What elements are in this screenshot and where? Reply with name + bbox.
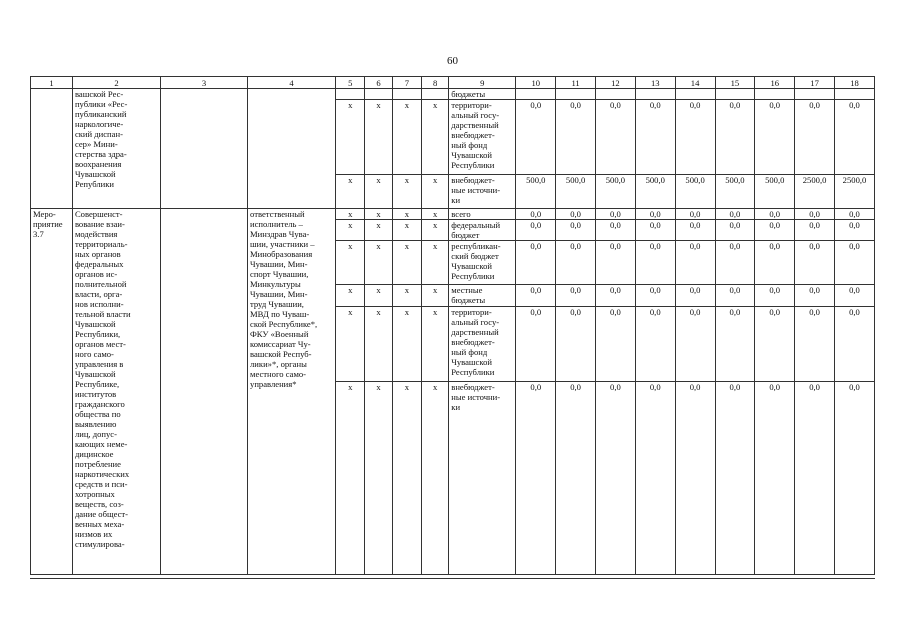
amount-year-col-10 (516, 89, 556, 100)
cell-col-7: x (392, 241, 421, 285)
amount-year-col-17: 0,0 (795, 382, 835, 575)
table-body (31, 77, 875, 575)
cell-col-5: x (336, 307, 365, 382)
program-table (30, 76, 875, 575)
amount-year-col-17: 0,0 (795, 220, 835, 241)
amount-year-col-16: 0,0 (755, 382, 795, 575)
amount-year-col-18: 0,0 (834, 307, 874, 382)
amount-year-col-15: 0,0 (715, 100, 755, 175)
executors-cell (248, 89, 336, 209)
amount-year-col-17 (795, 89, 835, 100)
cell-col-7: x (392, 220, 421, 241)
cell-col-5: x (336, 209, 365, 220)
amount-year-col-12: 0,0 (596, 285, 636, 307)
amount-year-col-12: 0,0 (596, 382, 636, 575)
column-number-16: 16 (755, 77, 795, 89)
cell-col-6 (365, 89, 392, 100)
amount-year-col-14: 0,0 (675, 307, 715, 382)
activity-number-cell: Меро- приятие 3.7 (31, 209, 73, 575)
amount-year-col-13: 0,0 (635, 307, 675, 382)
amount-year-col-16: 500,0 (755, 175, 795, 209)
amount-year-col-15: 0,0 (715, 382, 755, 575)
amount-year-col-18: 0,0 (834, 285, 874, 307)
cell-col-5: x (336, 241, 365, 285)
activity-name-cell: Совершенст- вование взаи- модействия территориаль- ных органов федеральных органов ис- полнительной власти, орга- нов исполни- тельной власти Чувашской Республики, органов мест- ного само- управления в Чувашской Республике, институтов гражданского общества по выявлению лиц, допус- кающих неме- дицинское потребление наркотических средств и пси- хотропных веществ, соз- дание общест- венных меха- низмов их стимулирова- (72, 209, 160, 575)
funding-source: территори- альный госу- дарственный внебюджет- ный фонд Чувашской Республики (449, 307, 516, 382)
amount-year-col-14: 0,0 (675, 382, 715, 575)
col3-cell (161, 209, 248, 575)
column-number-9: 9 (449, 77, 516, 89)
amount-year-col-11: 0,0 (556, 241, 596, 285)
funding-source: федеральный бюджет (449, 220, 516, 241)
table-bottom-rule (30, 578, 875, 579)
amount-year-col-16: 0,0 (755, 285, 795, 307)
amount-year-col-15: 0,0 (715, 209, 755, 220)
funding-source: всего (449, 209, 516, 220)
amount-year-col-15: 500,0 (715, 175, 755, 209)
amount-year-col-13: 0,0 (635, 382, 675, 575)
cell-col-5: x (336, 100, 365, 175)
amount-year-col-16: 0,0 (755, 307, 795, 382)
amount-year-col-10: 0,0 (516, 209, 556, 220)
amount-year-col-16 (755, 89, 795, 100)
amount-year-col-12: 0,0 (596, 220, 636, 241)
column-number-15: 15 (715, 77, 755, 89)
amount-year-col-17: 0,0 (795, 241, 835, 285)
column-number-13: 13 (635, 77, 675, 89)
cell-col-6: x (365, 241, 392, 285)
column-number-5: 5 (336, 77, 365, 89)
cell-col-7: x (392, 209, 421, 220)
amount-year-col-18: 0,0 (834, 241, 874, 285)
amount-year-col-14: 0,0 (675, 285, 715, 307)
amount-year-col-13: 0,0 (635, 241, 675, 285)
amount-year-col-16: 0,0 (755, 241, 795, 285)
column-number-row (31, 77, 875, 89)
amount-year-col-13: 500,0 (635, 175, 675, 209)
amount-year-col-16: 0,0 (755, 209, 795, 220)
amount-year-col-18: 0,0 (834, 382, 874, 575)
page-number: 60 (447, 55, 458, 67)
amount-year-col-18: 2500,0 (834, 175, 874, 209)
column-number-4: 4 (248, 77, 336, 89)
funding-source: местные бюджеты (449, 285, 516, 307)
amount-year-col-14: 0,0 (675, 241, 715, 285)
amount-year-col-17: 0,0 (795, 100, 835, 175)
amount-year-col-15: 0,0 (715, 285, 755, 307)
activity-name-cell: вашской Рес- публики «Рес- публиканский наркологиче- ский диспан- сер» Мини- стерства здра- воохранения Чувашской Републики (72, 89, 160, 209)
table-row (31, 89, 875, 100)
amount-year-col-11: 0,0 (556, 220, 596, 241)
cell-col-7: x (392, 175, 421, 209)
amount-year-col-13: 0,0 (635, 209, 675, 220)
cell-col-5: x (336, 382, 365, 575)
amount-year-col-12: 0,0 (596, 100, 636, 175)
cell-col-5: x (336, 220, 365, 241)
cell-col-8: x (422, 220, 449, 241)
amount-year-col-10: 0,0 (516, 241, 556, 285)
column-number-10: 10 (516, 77, 556, 89)
amount-year-col-15: 0,0 (715, 220, 755, 241)
amount-year-col-13: 0,0 (635, 100, 675, 175)
cell-col-6: x (365, 100, 392, 175)
cell-col-6: x (365, 382, 392, 575)
cell-col-6: x (365, 220, 392, 241)
amount-year-col-17: 0,0 (795, 209, 835, 220)
amount-year-col-11 (556, 89, 596, 100)
cell-col-6: x (365, 209, 392, 220)
amount-year-col-18: 0,0 (834, 209, 874, 220)
cell-col-6: x (365, 285, 392, 307)
amount-year-col-18 (834, 89, 874, 100)
amount-year-col-11: 0,0 (556, 100, 596, 175)
amount-year-col-10: 0,0 (516, 285, 556, 307)
amount-year-col-10: 0,0 (516, 100, 556, 175)
column-number-2: 2 (72, 77, 160, 89)
amount-year-col-18: 0,0 (834, 100, 874, 175)
column-number-17: 17 (795, 77, 835, 89)
funding-source: внебюджет- ные источни- ки (449, 382, 516, 575)
amount-year-col-16: 0,0 (755, 100, 795, 175)
cell-col-7: x (392, 100, 421, 175)
amount-year-col-12: 0,0 (596, 209, 636, 220)
column-number-6: 6 (365, 77, 392, 89)
cell-col-8: x (422, 285, 449, 307)
column-number-8: 8 (422, 77, 449, 89)
cell-col-8: x (422, 175, 449, 209)
amount-year-col-15: 0,0 (715, 241, 755, 285)
column-number-14: 14 (675, 77, 715, 89)
amount-year-col-10: 0,0 (516, 382, 556, 575)
amount-year-col-10: 500,0 (516, 175, 556, 209)
amount-year-col-12: 500,0 (596, 175, 636, 209)
amount-year-col-14: 0,0 (675, 100, 715, 175)
cell-col-8 (422, 89, 449, 100)
cell-col-6: x (365, 175, 392, 209)
amount-year-col-11: 500,0 (556, 175, 596, 209)
column-number-1: 1 (31, 77, 73, 89)
cell-col-8: x (422, 100, 449, 175)
amount-year-col-11: 0,0 (556, 307, 596, 382)
amount-year-col-16: 0,0 (755, 220, 795, 241)
funding-source: внебюджет- ные источни- ки (449, 175, 516, 209)
amount-year-col-17: 0,0 (795, 307, 835, 382)
column-number-3: 3 (161, 77, 248, 89)
cell-col-7: x (392, 285, 421, 307)
cell-col-8: x (422, 382, 449, 575)
cell-col-5 (336, 89, 365, 100)
amount-year-col-14 (675, 89, 715, 100)
amount-year-col-13 (635, 89, 675, 100)
amount-year-col-12 (596, 89, 636, 100)
amount-year-col-15 (715, 89, 755, 100)
column-number-7: 7 (392, 77, 421, 89)
amount-year-col-14: 500,0 (675, 175, 715, 209)
col3-cell (161, 89, 248, 209)
amount-year-col-17: 0,0 (795, 285, 835, 307)
amount-year-col-11: 0,0 (556, 285, 596, 307)
amount-year-col-18: 0,0 (834, 220, 874, 241)
amount-year-col-14: 0,0 (675, 209, 715, 220)
amount-year-col-12: 0,0 (596, 307, 636, 382)
amount-year-col-12: 0,0 (596, 241, 636, 285)
cell-col-8: x (422, 307, 449, 382)
activity-number-cell (31, 89, 73, 209)
amount-year-col-10: 0,0 (516, 220, 556, 241)
table-row (31, 209, 875, 220)
amount-year-col-17: 2500,0 (795, 175, 835, 209)
amount-year-col-11: 0,0 (556, 209, 596, 220)
funding-source: бюджеты (449, 89, 516, 100)
cell-col-7 (392, 89, 421, 100)
executors-cell: ответственный исполнитель – Минздрав Чува- шии, участники – Минобразования Чувашии, Мин- спорт Чувашии, Минкультуры Чувашии, Мин- труд Чувашии, МВД по Чуваш- ской Республике*, ФКУ «Военный комиссариат Чу- вашской Респуб- лики»*, органы местного само- управления* (248, 209, 336, 575)
amount-year-col-13: 0,0 (635, 285, 675, 307)
column-number-18: 18 (834, 77, 874, 89)
cell-col-7: x (392, 382, 421, 575)
amount-year-col-15: 0,0 (715, 307, 755, 382)
column-number-12: 12 (596, 77, 636, 89)
column-number-11: 11 (556, 77, 596, 89)
cell-col-5: x (336, 285, 365, 307)
funding-source: республикан- ский бюджет Чувашской Республики (449, 241, 516, 285)
amount-year-col-10: 0,0 (516, 307, 556, 382)
cell-col-8: x (422, 209, 449, 220)
cell-col-6: x (365, 307, 392, 382)
funding-source: территори- альный госу- дарственный внебюджет- ный фонд Чувашской Республики (449, 100, 516, 175)
amount-year-col-11: 0,0 (556, 382, 596, 575)
amount-year-col-13: 0,0 (635, 220, 675, 241)
amount-year-col-14: 0,0 (675, 220, 715, 241)
cell-col-7: x (392, 307, 421, 382)
cell-col-8: x (422, 241, 449, 285)
cell-col-5: x (336, 175, 365, 209)
